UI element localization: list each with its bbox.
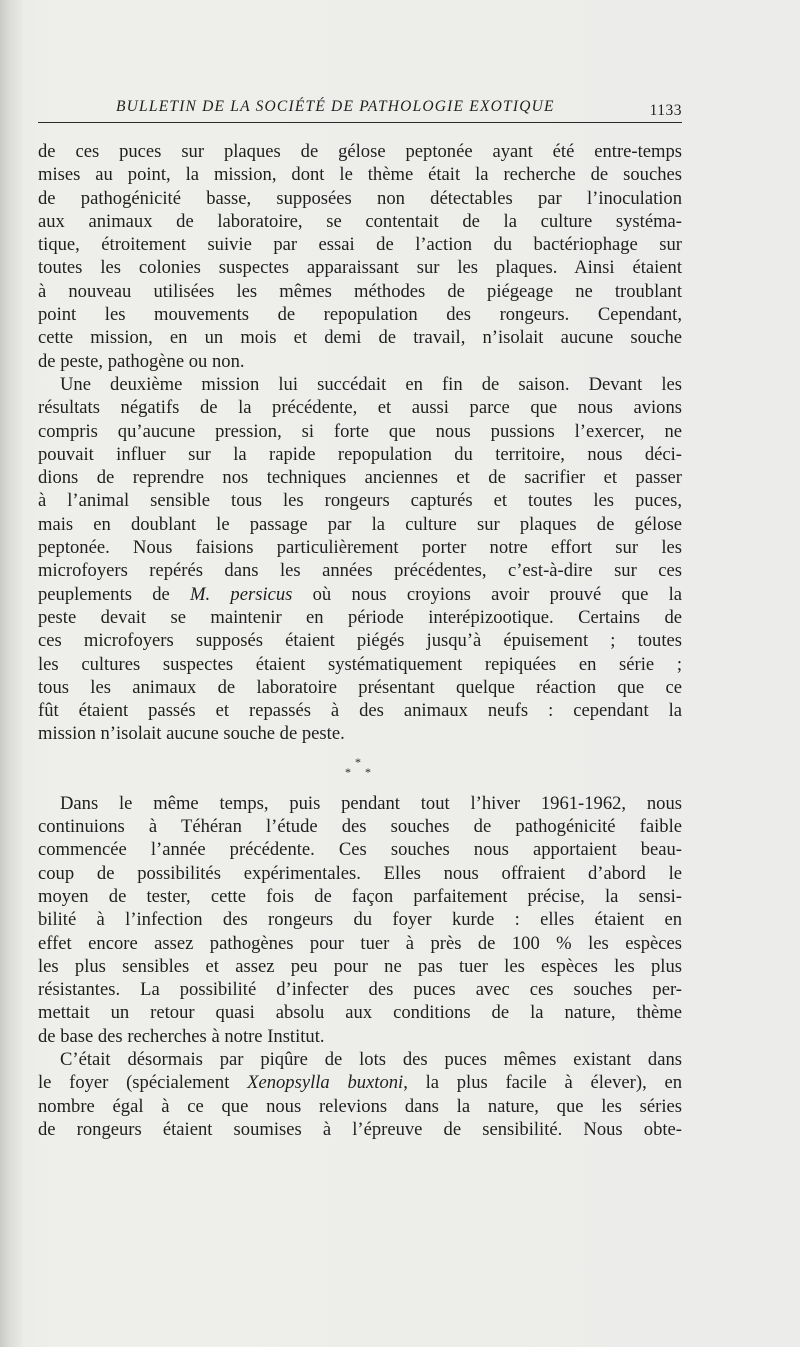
text-segment: le foyer (spécialement (38, 1072, 248, 1094)
running-header (38, 92, 682, 123)
asterism-separator (38, 746, 682, 792)
text-line: de pathogénicité basse, supposées non détectables par l’inoculation (38, 187, 682, 209)
text-line: résultats négatifs de la précédente, et aussi parce que nous avions (38, 397, 682, 419)
text-line: peptonée. Nous faisions particulièrement porter notre effort sur les (38, 537, 682, 559)
text-segment: peuplements de (38, 583, 191, 605)
article-body (38, 140, 682, 1141)
text-line: dions de reprendre nos techniques anciennes et de sacrifier et passer (38, 467, 682, 489)
paragraph (38, 1048, 682, 1141)
text-line-with-species (38, 583, 682, 606)
text-segment: , la plus facile à élever), en (403, 1072, 682, 1094)
text-line: toutes les colonies suspectes apparaissant sur les plaques. Ainsi étaient (38, 257, 682, 279)
paragraph (38, 140, 682, 373)
text-line: nombre égal à ce que nous relevions dans la nature, que les séries (38, 1095, 682, 1117)
paragraph (38, 792, 682, 1048)
text-line: fût étaient passés et repassés à des animaux neufs : cependant la (38, 700, 682, 722)
paragraph (38, 373, 682, 746)
text-line: Dans le même temps, puis pendant tout l’hiver 1961-1962, nous (60, 792, 682, 814)
text-line: de peste, pathogène ou non. (38, 350, 245, 372)
text-line: coup de possibilités expérimentales. Elles nous offraient d’abord le (38, 862, 682, 884)
species-name: M. persicus (190, 583, 293, 605)
text-line: pouvait influer sur la rapide repopulation du territoire, nous déci- (38, 443, 682, 465)
text-line: effet encore assez pathogènes pour tuer à près de 100 % les espèces (38, 932, 682, 954)
text-line: aux animaux de laboratoire, se contentait de la culture systéma- (38, 210, 682, 232)
species-name: Xenopsylla buxtoni (247, 1072, 404, 1094)
text-line: résistantes. La possibilité d’infecter des puces avec ces souches per- (38, 979, 682, 1001)
text-line: à l’animal sensible tous les rongeurs capturés et toutes les puces, (38, 490, 682, 512)
page-spine-shadow (0, 0, 22, 1347)
text-line: commencée l’année précédente. Ces souches nous apportaient beau- (38, 839, 682, 861)
text-line: mettait un retour quasi absolu aux conditions de la nature, thème (38, 1002, 682, 1024)
text-line: tique, étroitement suivie par essai de l’action du bactériophage sur (38, 234, 682, 256)
text-line: C’était désormais par piqûre de lots des puces mêmes existant dans (60, 1048, 682, 1070)
text-line: mais en doublant le passage par la culture sur plaques de gélose (38, 513, 682, 535)
text-line: point les mouvements de repopulation des rongeurs. Cependant, (38, 304, 682, 326)
text-segment: où nous croyions avoir prouvé que la (292, 583, 682, 605)
text-line: microfoyers repérés dans les années précédentes, c’est-à-dire sur ces (38, 560, 682, 582)
asterism-star: * (355, 754, 361, 769)
text-line: de base des recherches à notre Institut. (38, 1025, 325, 1047)
text-line: les plus sensibles et assez peu pour ne pas tuer les espèces les plus (38, 955, 682, 977)
text-line: à nouveau utilisées les mêmes méthodes de piégeage ne troublant (38, 280, 682, 302)
text-line: moyen de tester, cette fois de façon parfaitement précise, la sensi- (38, 885, 682, 907)
text-line: bilité à l’infection des rongeurs du foyer kurde : elles étaient en (38, 909, 682, 931)
text-line: de ces puces sur plaques de gélose peptonée ayant été entre-temps (38, 141, 682, 162)
page-number: 1133 (649, 102, 682, 119)
text-line: peste devait se maintenir en période interépizootique. Certains de (38, 606, 682, 628)
text-line: compris qu’aucune pression, si forte que nous pussions l’exercer, ne (38, 420, 682, 442)
text-line: Une deuxième mission lui succédait en fin de saison. Devant les (60, 373, 682, 395)
text-line: continuions à Téhéran l’étude des souches de pathogénicité faible (38, 816, 682, 838)
text-line: cette mission, en un mois et demi de travail, n’isolait aucune souche (38, 327, 682, 349)
journal-title: BULLETIN DE LA SOCIÉTÉ DE PATHOLOGIE EXOTIQUE (116, 98, 555, 115)
asterism-star: * (365, 764, 371, 779)
text-line-with-species (38, 1071, 682, 1094)
text-line: de rongeurs étaient soumises à l’épreuve de sensibilité. Nous obte- (38, 1118, 682, 1140)
text-line: tous les animaux de laboratoire présentant quelque réaction que ce (38, 676, 682, 698)
text-line: mises au point, la mission, dont le thème était la recherche de souches (38, 164, 682, 186)
asterism-star: * (345, 764, 351, 779)
text-line: mission n’isolait aucune souche de peste. (38, 723, 345, 745)
text-line: les cultures suspectes étaient systématiquement repiquées en série ; (38, 653, 682, 675)
text-line: ces microfoyers supposés étaient piégés jusqu’à épuisement ; toutes (38, 630, 682, 652)
